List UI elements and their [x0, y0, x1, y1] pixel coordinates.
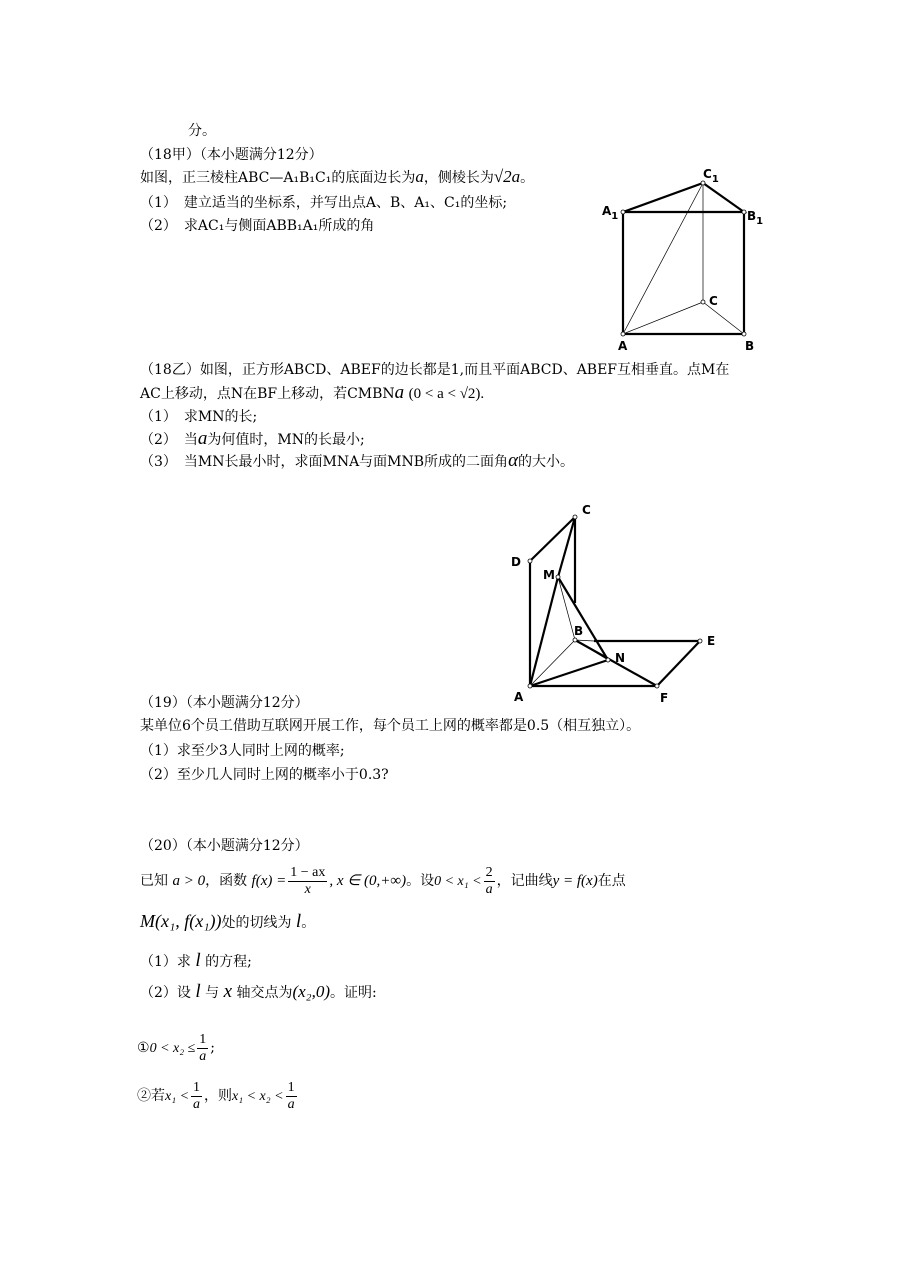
q20-curve-word: ，记曲线	[496, 873, 553, 889]
q18a-stem-mid: ，侧棱长为	[423, 170, 494, 186]
q18b-part2-pre: （2） 当	[140, 432, 198, 448]
q20-claim2-mid: ，则	[204, 1088, 233, 1104]
q20-part1-l: l	[195, 950, 201, 971]
q20-claim1-frac: $\frac{1}{a}$	[199, 1031, 207, 1064]
q20-part2-post: 。证明:	[329, 985, 377, 1001]
q20-curve: y = f(x)	[552, 873, 598, 889]
q20-part1-pre: （1）求	[140, 954, 191, 970]
q18b-line1: （18乙）如图，正方形ABCD、ABEF的边长都是1,而且平面ABCD、ABEF互相垂直。点M在	[140, 362, 730, 378]
q18a-stem	[140, 168, 534, 187]
q20-claim2-a: x₁ <	[165, 1089, 190, 1104]
q18a-part1: （1） 建立适当的坐标系，并写出点A、B、A₁、C₁的坐标;	[140, 195, 508, 211]
q20-func: f(x) =	[251, 873, 287, 889]
q18b-range: (0 < a < √2).	[408, 386, 485, 402]
label-b: B	[574, 624, 584, 638]
q18b-part3-var: α	[508, 450, 519, 471]
label-c: C	[709, 294, 718, 308]
q20-claim2-b: x₁ < x₂ <	[232, 1089, 284, 1104]
q18b-part3-post: 的大小。	[518, 454, 575, 470]
q20-part2-pre: （2）设	[140, 985, 191, 1001]
q19-stem: 某单位6个员工借助互联网开展工作，每个员工上网的概率都是0.5（相互独立）。	[140, 718, 641, 734]
prism-diagonal-ac1	[623, 183, 703, 334]
q19-part2: （2）至少几人同时上网的概率小于0.3?	[140, 767, 389, 783]
header-tail: 分。	[188, 123, 216, 139]
q20-part2	[140, 983, 377, 1002]
q18b-part2-var: a	[197, 428, 208, 449]
q20-x1-frac: $\frac{2}{a}$	[485, 864, 493, 897]
q20-set: 。设	[406, 873, 435, 889]
q20-claim1-pre: ①	[137, 1040, 150, 1056]
q18b-part3-pre: （3） 当MN长最小时，求面MNA与面MNB所成的二面角	[140, 454, 509, 470]
q20-tangent-word: 处的切线为	[221, 915, 292, 931]
prism-edge-ac	[623, 302, 703, 334]
prism-figure	[595, 160, 770, 355]
q20-domain: , x ∈ (0,+∞)	[329, 873, 407, 889]
q20-claim2-frac2: $\frac{1}{a}$	[287, 1079, 295, 1112]
label-c: C	[582, 503, 591, 517]
label-c1: $C_1$	[703, 167, 719, 185]
q20-claim2-frac1: $\frac{1}{a}$	[193, 1079, 201, 1112]
q20-line2	[140, 912, 315, 932]
q20-func-word: ，函数	[205, 873, 248, 889]
q18b-line2-pre: AC上移动，点N在BF上移动，若CMBN	[140, 386, 395, 402]
q18b-part3	[140, 452, 574, 471]
q20-part1	[140, 952, 252, 971]
q20-part2-x: x	[223, 981, 232, 1002]
label-a1: $A_1$	[602, 204, 619, 222]
label-n: N	[615, 651, 626, 665]
q20-x1-cond: 0 < x₁ <	[434, 874, 482, 889]
q20-claim1-ineq: 0 < x₂ ≤	[149, 1041, 196, 1056]
squares-figure	[500, 495, 730, 710]
q20-point-m: M(x₁, f(x₁))	[140, 911, 222, 931]
q18b-part2	[140, 430, 365, 449]
q18a-part2: （2） 求AC₁与侧面ABB₁A₁所成的角	[140, 218, 375, 234]
label-b1: $B_1$	[747, 209, 764, 227]
label-d: D	[511, 555, 521, 569]
prism-top-face	[623, 183, 744, 212]
q20-line2-end: 。	[301, 915, 316, 931]
q18a-stem-pre: 如图，正三棱柱ABC—A₁B₁C₁的底面边长为	[140, 170, 416, 186]
q18b-part2-post: 为何值时，MN的长最小;	[207, 432, 365, 448]
label-f: F	[660, 691, 669, 705]
q18a-stem-val: √2a	[493, 167, 521, 186]
q18b-part1: （1） 求MN的长;	[140, 409, 258, 425]
q20-func-frac: $\frac{1 - ax}{x}$	[290, 864, 326, 897]
q19-title: （19）（本小题满分12分）	[140, 695, 309, 711]
label-a: A	[514, 690, 524, 704]
q20-at-point: 在点	[597, 873, 626, 889]
q18a-var-a: a	[415, 167, 424, 186]
q20-part1-post: 的方程;	[205, 954, 252, 970]
label-e: E	[707, 634, 716, 648]
label-m: M	[543, 568, 555, 582]
q20-l: l	[295, 911, 302, 932]
q20-title: （20）（本小题满分12分）	[140, 838, 309, 854]
q20-cond: a > 0	[172, 873, 206, 889]
q20-part2-l: l	[195, 981, 201, 1002]
q18b-var-a: a	[394, 382, 405, 403]
q20-claim2-pre: ②若	[137, 1088, 165, 1104]
q20-line1	[140, 864, 626, 899]
q20-claim1-post: ;	[210, 1040, 215, 1056]
q20-claim2	[137, 1078, 299, 1115]
q20-claim1	[137, 1030, 215, 1067]
q18a-stem-end: 。	[520, 170, 535, 186]
q20-part2-mid2: 轴交点为	[236, 985, 293, 1001]
q20-known: 已知	[140, 873, 168, 889]
label-a: A	[618, 339, 628, 353]
label-b: B	[745, 339, 755, 353]
q18b-line2	[140, 384, 484, 403]
q18a-title: （18甲）（本小题满分12分）	[140, 147, 323, 163]
q20-part2-mid: 与	[205, 985, 220, 1001]
q19-part1: （1）求至少3人同时上网的概率;	[140, 743, 345, 759]
q20-part2-pt: (x₂,0)	[292, 982, 330, 1001]
